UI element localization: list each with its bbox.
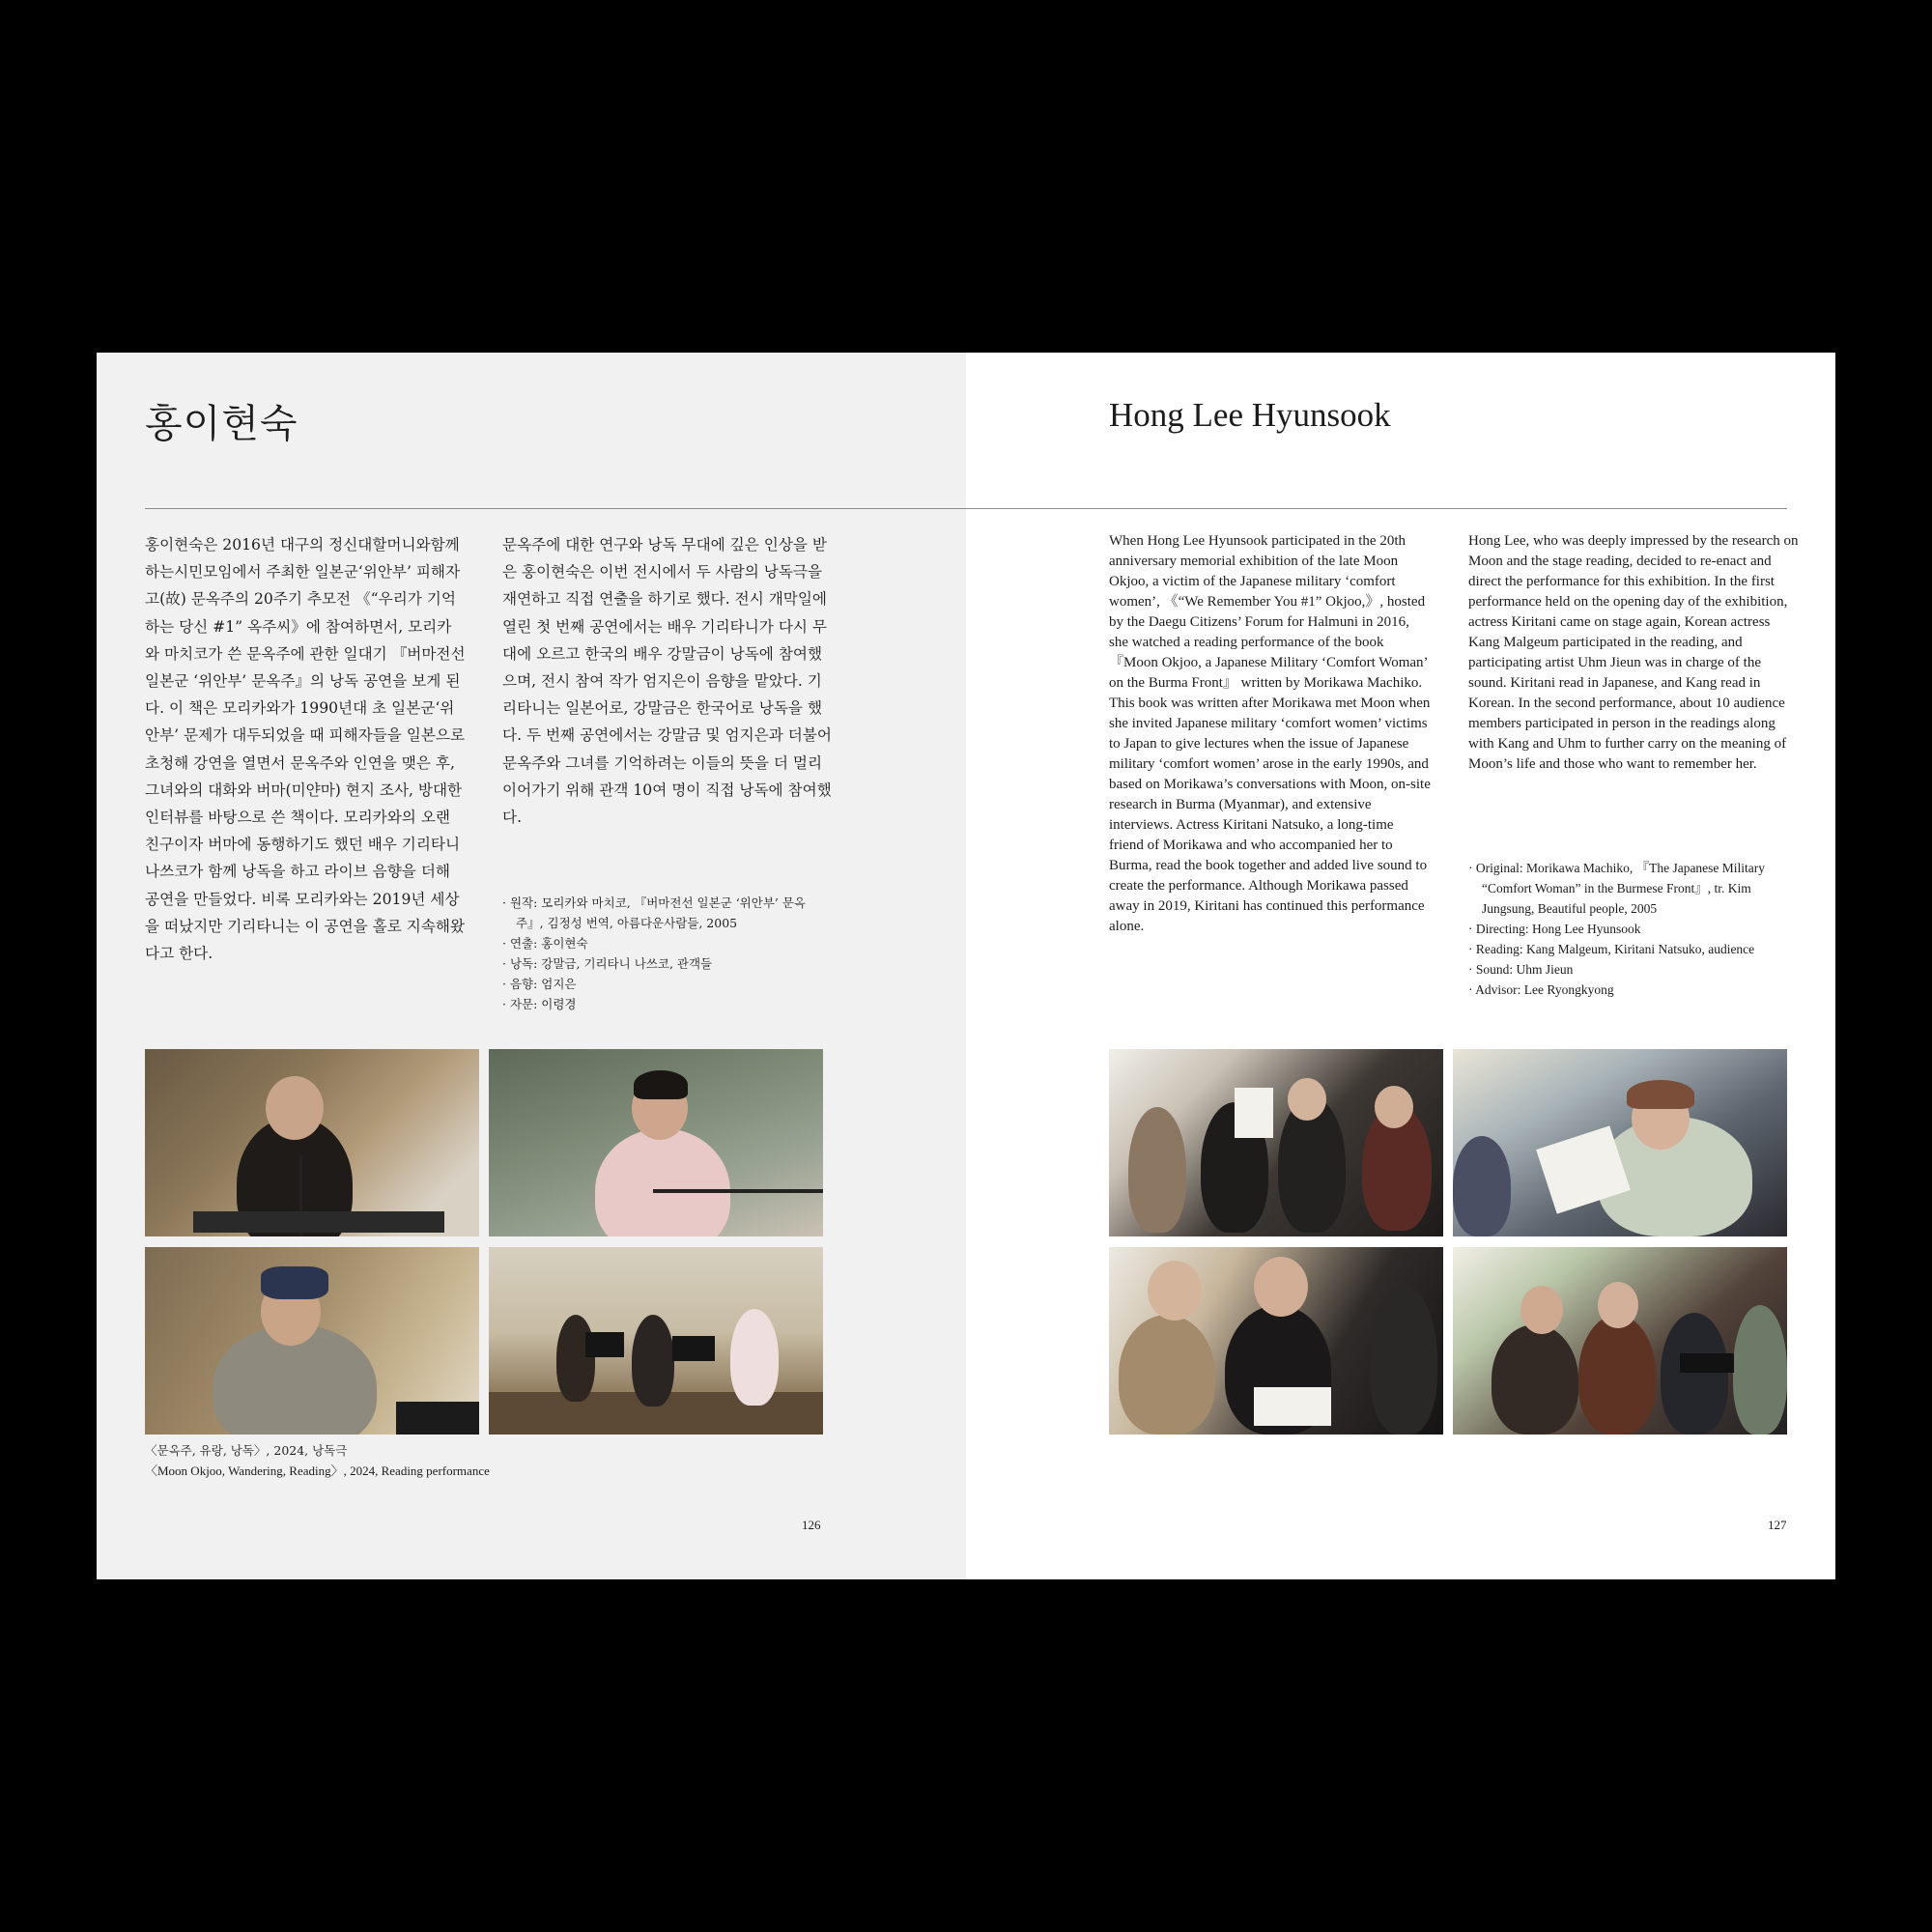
audience-photo-4 (1453, 1247, 1787, 1435)
caption-korean: 〈문옥주, 유랑, 낭독〉, 2024, 낭독극 (145, 1443, 348, 1458)
audience-photo-3 (1109, 1247, 1443, 1435)
credit-item: · Original: Morikawa Machiko, 『The Japanese Military “Comfort Woman” in the Burmese Front』, tr. Kim Jungsung, Beautiful people, 2005 (1468, 861, 1766, 916)
credit-item: · Sound: Uhm Jieun (1468, 962, 1574, 977)
right-page (966, 353, 1835, 1579)
credit-item: · Advisor: Lee Ryongkyong (1468, 982, 1614, 997)
performance-photo-4 (489, 1247, 823, 1435)
body-column-2-korean (502, 531, 835, 831)
body-column-2-english (1468, 531, 1803, 775)
credit-item: · 원작: 모리카와 마치코, 『버마전선 일본군 ‘위안부’ 문옥주』, 김정성 번역, 아름다운사람들, 2005 (502, 895, 806, 930)
header-rule (145, 508, 1787, 509)
credits-list-korean (502, 893, 831, 1014)
body-text: When Hong Lee Hyunsook participated in the 20th anniversary memorial exhibition of the late Moon Okjoo, a victim of the Japanese military ‘comfort women’, 《“We Remember You #1” Okjoo,》, hosted by the Daegu Citizens’ Forum for Halmuni in 2016, she watched a reading performance of the book 『Moon Okjoo, a Japanese Military ‘Comfort Woman’ on the Burma Front』 written by Morikawa Machiko. This book was written after Morikawa met Moon when she invited Japanese military ‘comfort women’ victims to Japan to give lectures when the issue of Japanese military ‘comfort women’ arose in the early 1990s, and based on Morikawa’s conversations with Moon, on-site research in Burma (Myanmar), and extensive interviews. Actress Kiritani Natsuko, a long-time friend of Morikawa and who accompanied her to Burma, read the book together and added live sound to create the performance. Although Morikawa passed away in 2019, Kiritani has continued this performance alone. (1109, 533, 1431, 934)
page-number: 126 (802, 1518, 821, 1532)
performance-photo-2 (489, 1049, 823, 1236)
credit-item: · 자문: 이령경 (502, 997, 577, 1011)
performance-photo-3 (145, 1247, 479, 1435)
body-text: Hong Lee, who was deeply impressed by the research on Moon and the stage reading, decided to re-enact and direct the performance for this exhibition. In the first performance held on the opening day of the exhibition, actress Kiritani came on stage again, Korean actress Kang Malgeum participated in the reading, and participating artist Uhm Jieun was in charge of the sound. Kiritani read in Japanese, and Kang read in Korean. In the second performance, about 10 audience members participated in person in the readings along with Kang and Uhm to further carry on the meaning of Moon’s life and those who want to remember her. (1468, 533, 1799, 772)
credit-item: · Directing: Hong Lee Hyunsook (1468, 922, 1641, 936)
credit-item: · 낭독: 강말금, 기리타니 나쓰코, 관객들 (502, 956, 713, 971)
page-title-english: Hong Lee Hyunsook (1109, 396, 1391, 434)
body-text: 홍이현숙은 2016년 대구의 정신대할머니와함께하는시민모임에서 주최한 일본군‘위안부’ 피해자 고(故) 문옥주의 20주기 추모전 《“우리가 기억하는 당신 #1” 옥주씨》에 참여하면서, 모리카와 마치코가 쓴 문옥주에 관한 일대기 『버마전선 일본군 ‘위안부’ 문옥주』의 낭독 공연을 보게 된다. 이 책은 모리카와가 1990년대 초 일본군‘위안부’ 문제가 대두되었을 때 피해자들을 일본으로 초청해 강연을 열면서 문옥주와 인연을 맺은 후, 그녀와의 대화와 버마(미얀마) 현지 조사, 방대한 인터뷰를 바탕으로 쓴 책이다. 모리카와의 오랜 친구이자 버마에 동행하기도 했던 배우 기리타니 나쓰코가 함께 낭독을 하고 라이브 음향을 더해 공연을 만들었다. 비록 모리카와는 2019년 세상을 떠났지만 기리타니는 이 공연을 홀로 지속해왔다고 한다. (145, 536, 466, 963)
left-page (97, 353, 966, 1579)
figure-caption (145, 1440, 490, 1481)
audience-photo-1 (1109, 1049, 1443, 1236)
body-text: 문옥주에 대한 연구와 낭독 무대에 깊은 인상을 받은 홍이현숙은 이번 전시에서 두 사람의 낭독극을 재연하고 직접 연출을 하기로 했다. 전시 개막일에 열린 첫 번째 공연에서는 배우 기리타니가 다시 무대에 오르고 한국의 배우 강말금이 낭독에 참여했으며, 전시 참여 작가 엄지은이 음향을 맡았다. 기리타니는 일본어로, 강말금은 한국어로 낭독을 했다. 두 번째 공연에서는 강말금 및 엄지은과 더불어 문옥주와 그녀를 기억하려는 이들의 뜻을 더 멀리 이어가기 위해 관객 10여 명이 직접 낭독에 참여했다. (502, 536, 832, 827)
audience-photo-2 (1453, 1049, 1787, 1236)
body-column-1-english (1109, 531, 1432, 937)
page-title-korean: 홍이현숙 (145, 402, 298, 446)
credit-item: · 연출: 홍이현숙 (502, 936, 588, 951)
caption-english: 〈Moon Okjoo, Wandering, Reading〉, 2024, Reading performance (145, 1463, 490, 1478)
page-number: 127 (1768, 1518, 1787, 1532)
body-column-1-korean (145, 531, 466, 967)
credits-list-english (1468, 858, 1797, 1000)
credit-item: · Reading: Kang Malgeum, Kiritani Natsuko, audience (1468, 942, 1755, 956)
performance-photo-1 (145, 1049, 479, 1236)
credit-item: · 음향: 엄지은 (502, 977, 577, 991)
